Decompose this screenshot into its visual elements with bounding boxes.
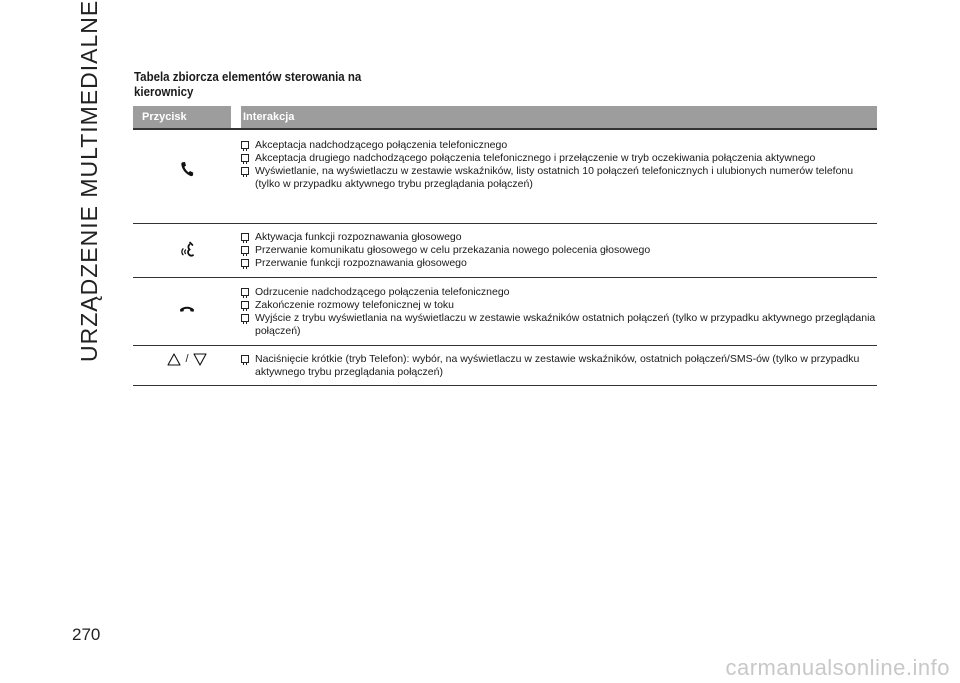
list-item-text: Naciśnięcie krótkie (tryb Telefon): wybór, na wyświetlaczu w zestawie wskaźników, ostatnich połączeń/SMS-ów (tylko w przypadku aktywnego trybu przeglądania połączeń) xyxy=(255,353,860,378)
list-item-text: Wyjście z trybu wyświetlania na wyświetlaczu w zestawie wskaźników ostatnich połączeń (tylko w przypadku aktywnego przeglądania połączeń) xyxy=(255,312,876,337)
phone-answer-icon xyxy=(180,161,194,177)
list-item xyxy=(241,353,877,379)
bullet-icon xyxy=(241,246,249,254)
list-item xyxy=(241,139,877,152)
list-item xyxy=(241,165,877,191)
watermark: carmanualsonline.info xyxy=(725,655,950,680)
list-item xyxy=(241,257,877,270)
list-item xyxy=(241,231,877,244)
bullet-icon xyxy=(241,154,249,162)
list-item-text: Przerwanie komunikatu głosowego w celu przekazania nowego polecenia głosowego xyxy=(255,244,651,256)
list-item xyxy=(241,286,877,299)
button-cell xyxy=(133,130,241,223)
list-item-text: Akceptacja nadchodzącego połączenia telefonicznego xyxy=(255,139,508,151)
table-row xyxy=(133,278,877,346)
list-item xyxy=(241,152,877,165)
list-item-text: Przerwanie funkcji rozpoznawania głosowego xyxy=(255,257,467,269)
interaction-cell xyxy=(241,346,877,385)
list-item xyxy=(241,299,877,312)
interaction-cell xyxy=(241,224,877,277)
column-header-gap xyxy=(231,106,241,128)
table-heading-line-2: kierownicy xyxy=(134,85,194,99)
voice-recognition-icon xyxy=(179,241,195,259)
list-item-text: Odrzucenie nadchodzącego połączenia telefonicznego xyxy=(255,286,510,298)
list-item-text: Wyświetlanie, na wyświetlaczu w zestawie wskaźników, listy ostatnich 10 połączeń telefonicznych i ulubionych numerów telefonu (tylko w przypadku aktywnego trybu przeglądania połączeń) xyxy=(255,165,854,190)
section-side-title: URZĄDZENIE MULTIMEDIALNE xyxy=(76,0,102,362)
list-item-text: Zakończenie rozmowy telefonicznej w toku xyxy=(255,299,455,311)
list-item xyxy=(241,244,877,257)
bullet-icon xyxy=(241,301,249,309)
bullet-icon xyxy=(241,259,249,267)
bullet-icon xyxy=(241,141,249,149)
steering-controls-table xyxy=(133,106,877,386)
bullet-icon xyxy=(241,314,249,322)
button-cell xyxy=(133,278,241,345)
bullet-icon xyxy=(241,355,249,363)
table-row xyxy=(133,224,877,278)
column-header-button: Przycisk xyxy=(142,111,187,123)
column-header-interaction: Interakcja xyxy=(243,111,295,123)
list-item-text: Akceptacja drugiego nadchodzącego połączenia telefonicznego i przełączenie w tryb oczekiwania połączenia aktywnego xyxy=(255,152,816,164)
list-item xyxy=(241,312,877,338)
icon-separator: / xyxy=(185,353,189,365)
interaction-cell xyxy=(241,130,877,223)
bullet-icon xyxy=(241,167,249,175)
interaction-cell xyxy=(241,278,877,345)
down-arrow-icon xyxy=(193,353,207,366)
button-cell xyxy=(133,346,241,385)
table-heading xyxy=(134,70,373,100)
phone-hangup-icon xyxy=(179,304,195,314)
page-number: 270 xyxy=(72,625,101,644)
table-header xyxy=(133,106,877,128)
table-row xyxy=(133,130,877,224)
bullet-icon xyxy=(241,233,249,241)
bullet-icon xyxy=(241,288,249,296)
up-arrow-icon xyxy=(167,353,181,366)
list-item-text: Aktywacja funkcji rozpoznawania głosowego xyxy=(255,231,462,243)
table-heading-line-1: Tabela zbiorcza elementów sterowania na xyxy=(134,70,362,84)
table-row xyxy=(133,346,877,386)
button-cell xyxy=(133,224,241,277)
